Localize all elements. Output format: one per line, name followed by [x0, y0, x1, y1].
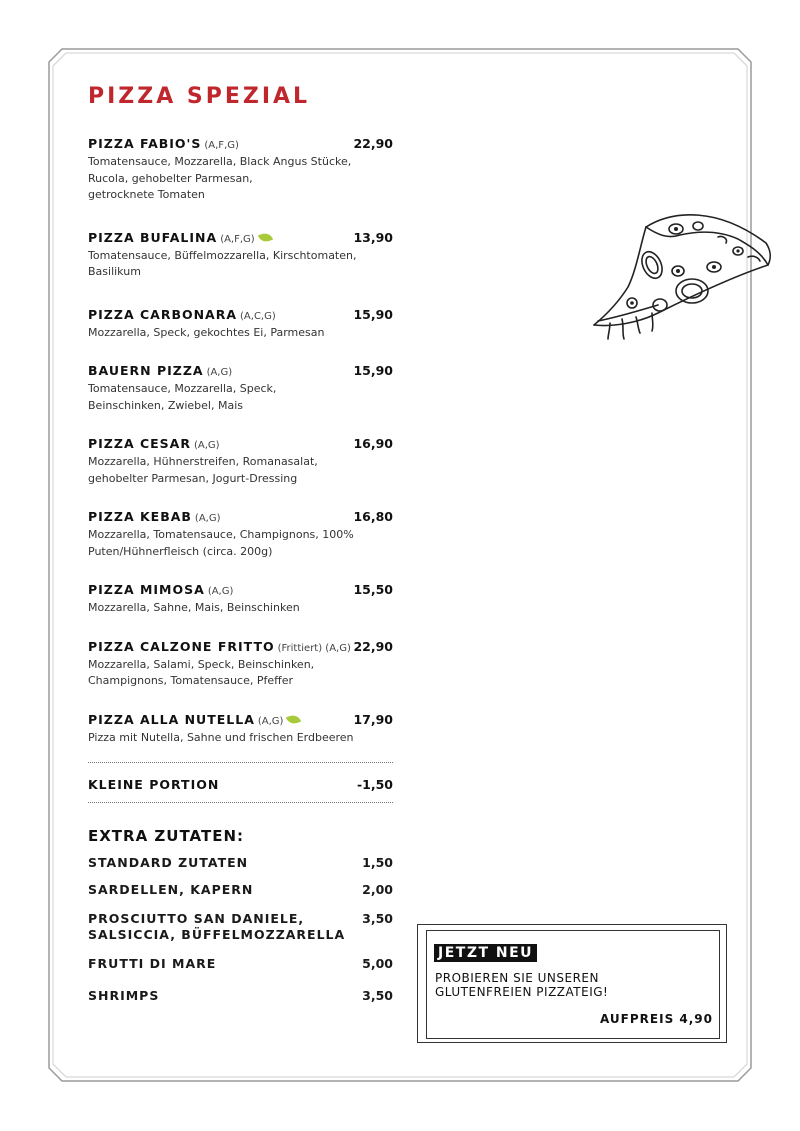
extra-price: 1,50	[362, 855, 393, 870]
extras-list	[88, 855, 393, 1004]
menu-item-description-line: gehobelter Parmesan, Jogurt-Dressing	[88, 471, 298, 485]
promo-line-2: GLUTENFREIEN PIZZATEIG!	[435, 985, 609, 999]
menu-item-name: BAUERN PIZZA	[88, 363, 204, 378]
page-title: PIZZA SPEZIAL	[88, 84, 311, 109]
dotted-divider	[88, 802, 393, 803]
menu-item-title	[88, 636, 351, 655]
extra-row	[88, 956, 393, 972]
menu-item	[88, 506, 393, 560]
menu-item-price: 15,50	[353, 582, 393, 597]
menu-item-description-line: Mozzarella, Tomatensauce, Champignons, 100%	[88, 528, 354, 541]
menu-item-description-line: getrocknete Tomaten	[88, 188, 205, 201]
extra-price: 3,50	[362, 988, 393, 1003]
menu-item-header	[88, 709, 393, 728]
promo-inner	[426, 930, 720, 1039]
menu-item-price: 13,90	[353, 229, 393, 245]
pizza-slice-illustration	[588, 205, 778, 345]
menu-item-title	[88, 133, 239, 152]
small-portion-price: -1,50	[356, 777, 393, 792]
menu-item-header	[88, 506, 393, 525]
menu-item-description-line: Champignons, Tomatensauce, Pfeffer	[88, 674, 294, 687]
menu-item-allergens: (A,F,G)	[204, 140, 239, 151]
menu-item-allergens: (A,C,G)	[240, 310, 276, 322]
menu-item	[88, 227, 393, 281]
promo-price: AUFPREIS 4,90	[600, 1012, 713, 1026]
promo-line-1: PROBIEREN SIE UNSEREN	[435, 971, 599, 985]
menu-item	[88, 133, 393, 204]
extra-row	[88, 882, 393, 898]
menu-item-price: 17,90	[353, 711, 393, 727]
menu-item-price: 22,90	[353, 136, 393, 151]
menu-item-description-line: Basilikum	[88, 265, 141, 278]
menu-item	[88, 709, 393, 747]
menu-item-description	[88, 657, 393, 690]
vegetarian-leaf-icon	[286, 713, 301, 726]
menu-item-allergens: (A,G)	[257, 715, 284, 727]
menu-item-description-line: Pizza mit Nutella, Sahne und frischen Erdbeeren	[88, 730, 354, 744]
menu-item-title	[88, 227, 272, 246]
menu-item-header	[88, 579, 393, 598]
menu-item-name: PIZZA KEBAB	[88, 509, 192, 524]
menu-item-description	[88, 730, 393, 747]
extra-price: 2,00	[362, 882, 393, 897]
menu-item-name: PIZZA ALLA NUTELLA	[88, 711, 255, 727]
extra-price: 5,00	[362, 956, 393, 971]
menu-item-description-line: Mozzarella, Salami, Speck, Beinschinken,	[88, 657, 315, 671]
menu-item-allergens: (A,F,G)	[220, 233, 255, 245]
extra-name: SHRIMPS	[88, 988, 160, 1003]
menu-item-name: PIZZA MIMOSA	[88, 582, 205, 597]
extra-price: 3,50	[362, 911, 393, 926]
menu-item-description	[88, 381, 393, 414]
menu-item-price: 15,90	[353, 363, 393, 378]
menu-item-description-line: Tomatensauce, Mozzarella, Speck,	[88, 382, 277, 395]
menu-item	[88, 360, 393, 414]
extra-row	[88, 988, 393, 1004]
menu-item-header	[88, 636, 393, 655]
menu-item-description	[88, 454, 393, 487]
menu-item-allergens: (A,G)	[194, 513, 221, 524]
menu-item-description	[88, 527, 393, 560]
menu-item-title	[88, 433, 220, 452]
menu-item-description-line: Beinschinken, Zwiebel, Mais	[88, 398, 244, 412]
menu-item-description	[88, 248, 393, 281]
menu-column	[88, 133, 393, 1004]
menu-item-description-line: Rucola, gehobelter Parmesan,	[88, 171, 253, 185]
menu-item-allergens: (Frittiert) (A,G)	[277, 642, 351, 654]
menu-item-description-line: Mozzarella, Sahne, Mais, Beinschinken	[88, 601, 300, 614]
promo-box	[417, 924, 727, 1043]
menu-item-price: 15,90	[353, 306, 393, 322]
extra-name: PROSCIUTTO SAN DANIELE, SALSICCIA, BÜFFELMOZZARELLA	[88, 911, 346, 942]
menu-item-description	[88, 325, 393, 342]
menu-item-title	[88, 579, 233, 598]
menu-item-header	[88, 433, 393, 452]
extras-title: EXTRA ZUTATEN:	[88, 827, 245, 845]
menu-item	[88, 636, 393, 690]
promo-badge: JETZT NEU	[434, 944, 537, 962]
menu-item-header	[88, 304, 393, 323]
dotted-divider	[88, 762, 393, 763]
menu-item-price: 16,90	[353, 436, 393, 451]
menu-item-header	[88, 133, 393, 152]
small-portion-row	[88, 762, 393, 803]
pizza-list	[88, 133, 393, 746]
menu-item-name: PIZZA CESAR	[88, 436, 191, 451]
menu-item-allergens: (A,G)	[206, 367, 233, 378]
menu-item	[88, 433, 393, 487]
menu-item-allergens: (A,G)	[207, 586, 234, 597]
menu-item-name: PIZZA CARBONARA	[88, 306, 238, 322]
menu-item-title	[88, 304, 276, 323]
menu-item-name: PIZZA BUFALINA	[88, 229, 218, 245]
extra-row	[88, 855, 393, 871]
extra-name: STANDARD ZUTATEN	[88, 855, 249, 870]
menu-item-title	[88, 709, 300, 728]
menu-item-description-line: Mozzarella, Hühnerstreifen, Romanasalat,	[88, 455, 318, 468]
menu-item-title	[88, 506, 221, 525]
menu-item-name: PIZZA CALZONE FRITTO	[88, 638, 275, 654]
menu-item-price: 16,80	[353, 509, 393, 524]
promo-text	[435, 971, 608, 999]
small-portion-label: KLEINE PORTION	[88, 777, 220, 792]
menu-item-description-line: Puten/Hühnerfleisch (circa. 200g)	[88, 544, 273, 558]
menu-item-header	[88, 227, 393, 246]
menu-item-title	[88, 360, 232, 379]
menu-item	[88, 579, 393, 617]
menu-item-name: PIZZA FABIO'S	[88, 136, 202, 151]
menu-item-description-line: Tomatensauce, Mozzarella, Black Angus Stücke,	[88, 155, 352, 168]
menu-item-description	[88, 600, 393, 617]
menu-item-header	[88, 360, 393, 379]
extra-row	[88, 911, 393, 943]
vegetarian-leaf-icon	[258, 231, 273, 244]
extra-name: SARDELLEN, KAPERN	[88, 882, 254, 897]
menu-item-allergens: (A,G)	[193, 440, 220, 451]
menu-item	[88, 304, 393, 342]
menu-item-description	[88, 154, 393, 204]
menu-item-description-line: Tomatensauce, Büffelmozzarella, Kirschtomaten,	[88, 248, 357, 262]
extra-name: FRUTTI DI MARE	[88, 956, 217, 971]
menu-item-description-line: Mozzarella, Speck, gekochtes Ei, Parmesan	[88, 325, 325, 339]
menu-item-price: 22,90	[353, 638, 393, 654]
